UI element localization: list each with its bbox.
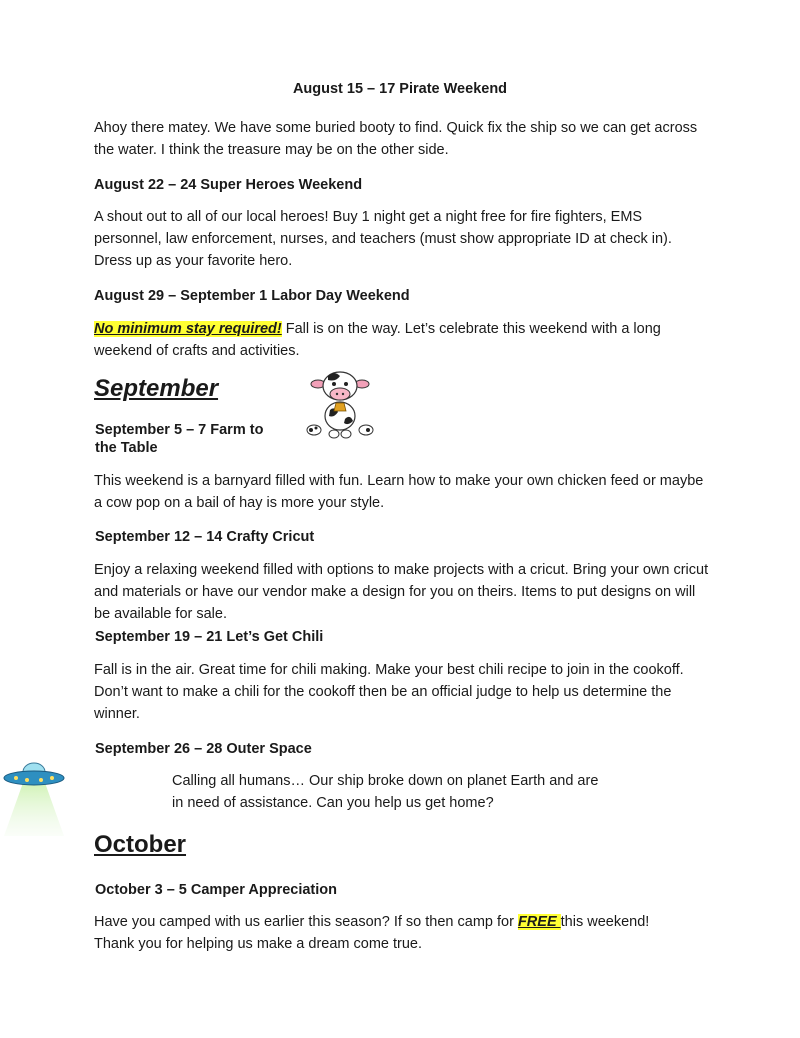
highlight-free: FREE (517, 914, 561, 930)
event-title-farm-line2: the Table (95, 440, 158, 456)
cow-illustration (300, 364, 380, 444)
event-text-farm: This weekend is a barnyard filled with fun. Learn how to make your own chicken feed or maybe a cow pop on a bail of hay is more your style. (94, 473, 704, 511)
event-text-chili: Fall is in the air. Great time for chili making. Make your best chili recipe to join in the cookoff. Don’t want to make a chili for the cookoff then be an official judge to help us determine the winner. (94, 662, 684, 722)
event-text-pirate: Ahoy there matey. We have some buried booty to find. Quick fix the ship so we can get across the water. I think the treasure may be on the other side. (94, 120, 698, 158)
cow-icon (300, 364, 380, 444)
ufo-icon (0, 758, 68, 838)
event-title-cricut: September 12 – 14 Crafty Cricut (95, 529, 315, 545)
event-text-camper-before: Have you camped with us earlier this season? If so then camp for (94, 914, 518, 930)
ufo-illustration (0, 758, 68, 838)
event-text-space (172, 770, 672, 814)
event-title-pirate: August 15 – 17 Pirate Weekend (292, 81, 508, 97)
month-heading-september: September (94, 375, 219, 402)
event-title-chili: September 19 – 21 Let’s Get Chili (95, 629, 324, 645)
event-text-labor (94, 318, 694, 362)
event-title-farm-line1: September 5 – 7 Farm to (95, 422, 264, 438)
event-title-heroes: August 22 – 24 Super Heroes Weekend (94, 177, 363, 193)
event-text-heroes: A shout out to all of our local heroes! Buy 1 night get a night free for fire fighters, EMS personnel, law enforcement, nurses, and teachers (must show appropriate ID at check in). Dress up as your favorite hero. (94, 209, 672, 269)
event-title-farm (95, 421, 295, 457)
event-title-space: September 26 – 28 Outer Space (95, 741, 312, 757)
event-text-camper (94, 911, 654, 955)
event-text-cricut: Enjoy a relaxing weekend filled with options to make projects with a cricut. Bring your own cricut and materials or have our vendor make a design for you on theirs. Items to put designs on will be available for sale. (94, 562, 709, 622)
month-heading-october: October (94, 831, 187, 858)
event-text-camper-after: this weekend! Thank you for helping us make a dream come true. (94, 914, 650, 952)
event-text-space-line2: in need of assistance. Can you help us get home? (172, 795, 494, 811)
event-text-labor-body: Fall is on the way. Let’s celebrate this weekend with a long weekend of crafts and activities. (94, 321, 661, 359)
event-title-labor: August 29 – September 1 Labor Day Weekend (94, 288, 410, 304)
event-text-space-line1: Calling all humans… Our ship broke down on planet Earth and are (172, 773, 599, 789)
event-title-camper: October 3 – 5 Camper Appreciation (95, 882, 338, 898)
highlight-no-minimum: No minimum stay required! (94, 321, 282, 337)
